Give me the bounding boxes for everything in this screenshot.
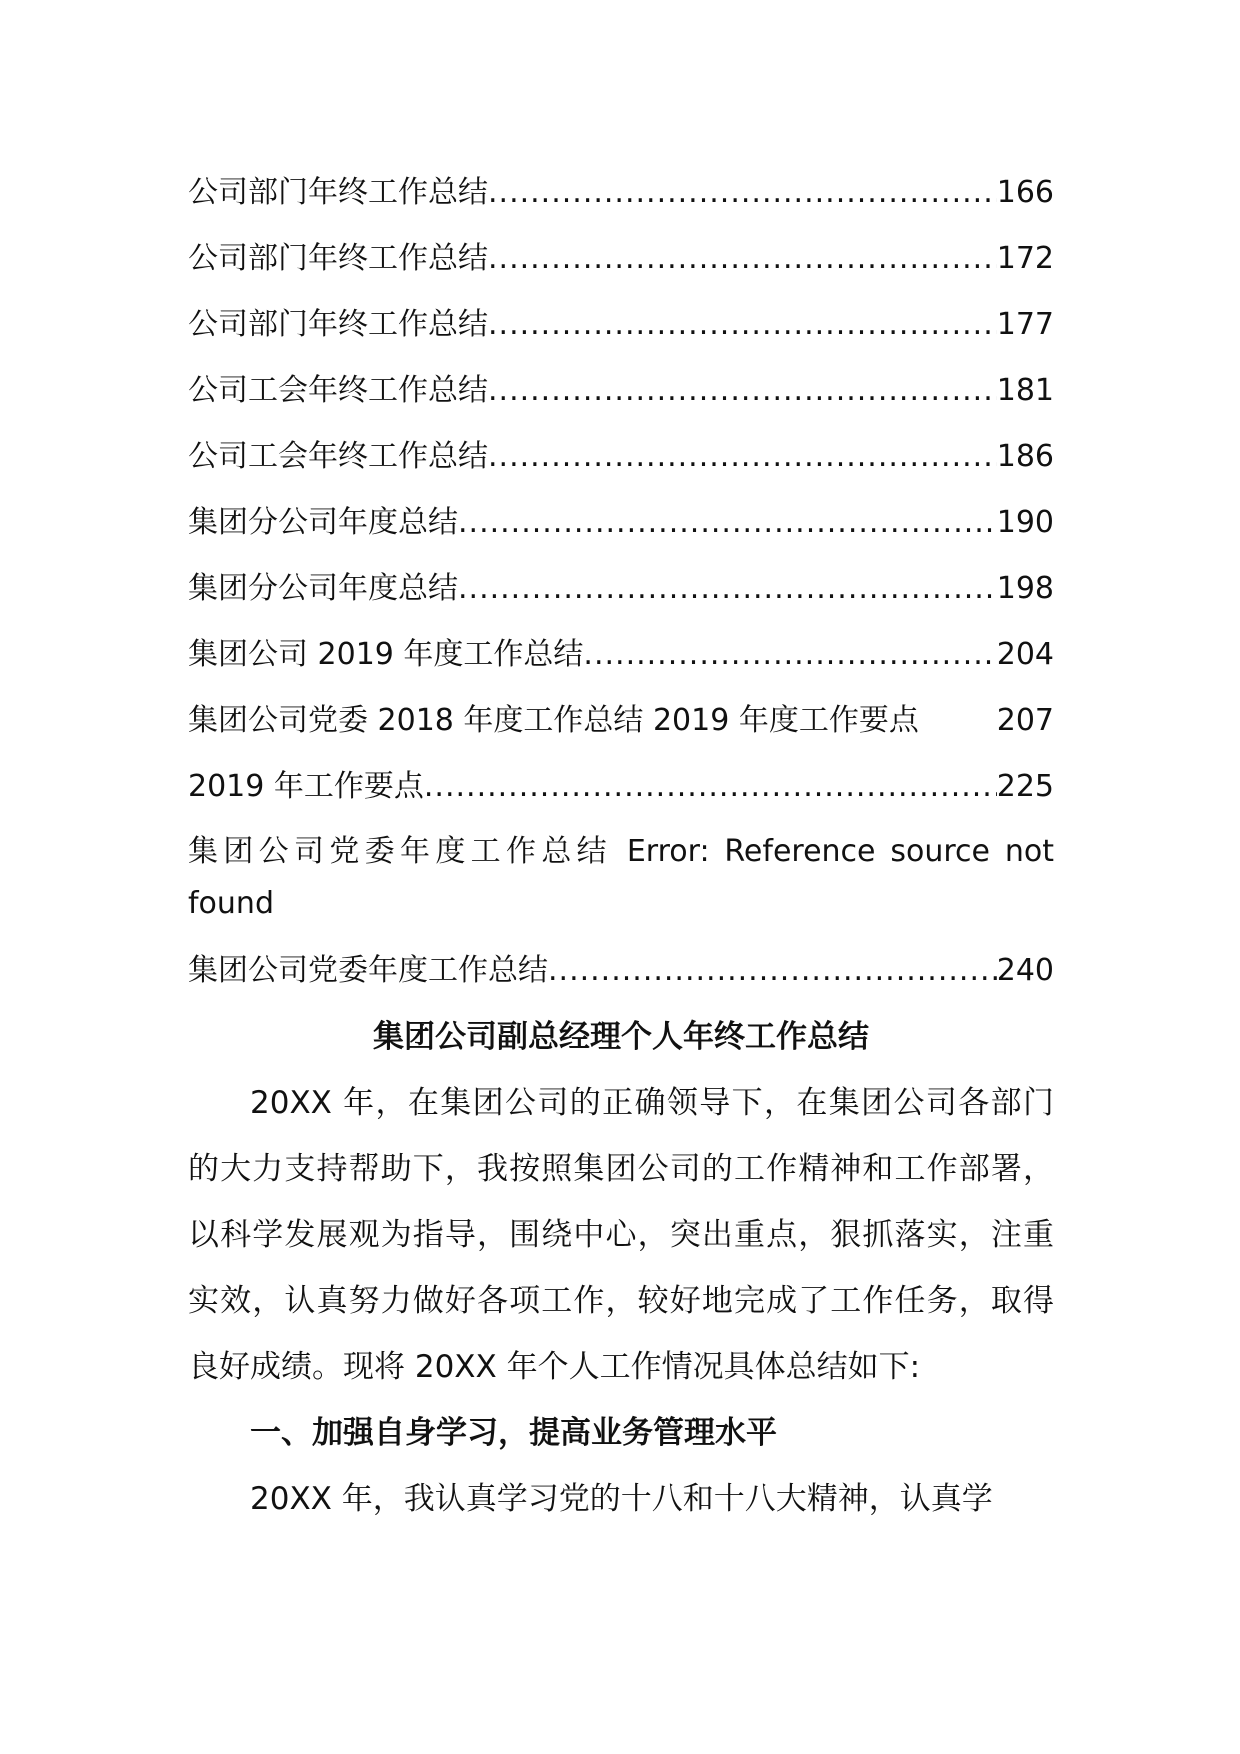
document-title: 集团公司副总经理个人年终工作总结 [373, 1019, 869, 1055]
toc-entry-page: 177 [996, 307, 1054, 342]
toc-entry[interactable] [188, 622, 1054, 688]
toc-entry[interactable] [188, 490, 1054, 556]
toc-entry[interactable] [188, 938, 1054, 1004]
toc-entry-page: 181 [996, 373, 1054, 408]
section-heading: 一、加强自身学习，提高业务管理水平 [250, 1415, 777, 1451]
toc-entry[interactable] [188, 688, 1054, 754]
toc-entry[interactable] [188, 754, 1054, 820]
toc-entry-page: 172 [996, 241, 1054, 276]
toc-entry[interactable] [188, 160, 1054, 226]
toc-dot-leader [488, 160, 997, 226]
toc-entry-title: 集团公司党委年度工作总结 [188, 953, 548, 988]
toc-entry-page: 198 [996, 571, 1054, 606]
toc-entry-title: 公司部门年终工作总结 [188, 175, 488, 210]
toc-dot-leader [488, 292, 997, 358]
intro-paragraph: 20XX 年，在集团公司的正确领导下，在集团公司各部门的大力支持帮助下，我按照集团公司的工作精神和工作部署，以科学发展观为指导，围绕中心，突出重点，狠抓落实，注重实效，认真努力做好各项工作，较好地完成了工作任务，取得良好成绩。现将 20XX 年个人工作情况具体总结如下: [188, 1085, 1054, 1385]
toc-dot-leader [488, 424, 997, 490]
toc-dot-leader [458, 490, 997, 556]
toc-entry-title: 公司工会年终工作总结 [188, 439, 488, 474]
toc-entry-title: 集团分公司年度总结 [188, 505, 458, 540]
toc-dot-leader [424, 754, 997, 820]
toc-dot-leader [458, 556, 997, 622]
toc-entry-page: 186 [996, 439, 1054, 474]
toc-dot-leader [548, 938, 997, 1004]
toc-dot-leader [583, 622, 996, 688]
toc-entry-title: 集团公司党委年度工作总结 Error: Reference source not found [188, 834, 1054, 921]
toc-entry[interactable] [188, 556, 1054, 622]
toc-entry-title: 集团公司 2019 年度工作总结 [188, 637, 584, 672]
toc-entry-page: 240 [996, 953, 1054, 988]
toc-entry-page: 207 [996, 703, 1054, 738]
toc-entry[interactable] [188, 358, 1054, 424]
toc-entry-page: 166 [996, 175, 1054, 210]
toc-dot-leader [488, 226, 997, 292]
toc-dot-leader [488, 358, 997, 424]
document-page [188, 160, 1054, 1532]
toc-entry-title: 2019 年工作要点 [188, 769, 424, 804]
toc-entry-page: 204 [996, 637, 1054, 672]
table-of-contents [188, 160, 1054, 1004]
toc-entry[interactable] [188, 292, 1054, 358]
toc-entry-title: 公司部门年终工作总结 [188, 241, 488, 276]
toc-entry-page: 225 [996, 769, 1054, 804]
toc-entry-title: 集团公司党委 2018 年度工作总结 2019 年度工作要点 [188, 703, 919, 738]
toc-entry[interactable] [188, 226, 1054, 292]
toc-entry-page: 190 [996, 505, 1054, 540]
toc-entry[interactable] [188, 424, 1054, 490]
section-paragraph: 20XX 年，我认真学习党的十八和十八大精神，认真学 [250, 1481, 993, 1517]
toc-entry-title: 公司部门年终工作总结 [188, 307, 488, 342]
toc-entry-title: 公司工会年终工作总结 [188, 373, 488, 408]
toc-entry[interactable] [188, 820, 1054, 938]
toc-entry-title: 集团分公司年度总结 [188, 571, 458, 606]
